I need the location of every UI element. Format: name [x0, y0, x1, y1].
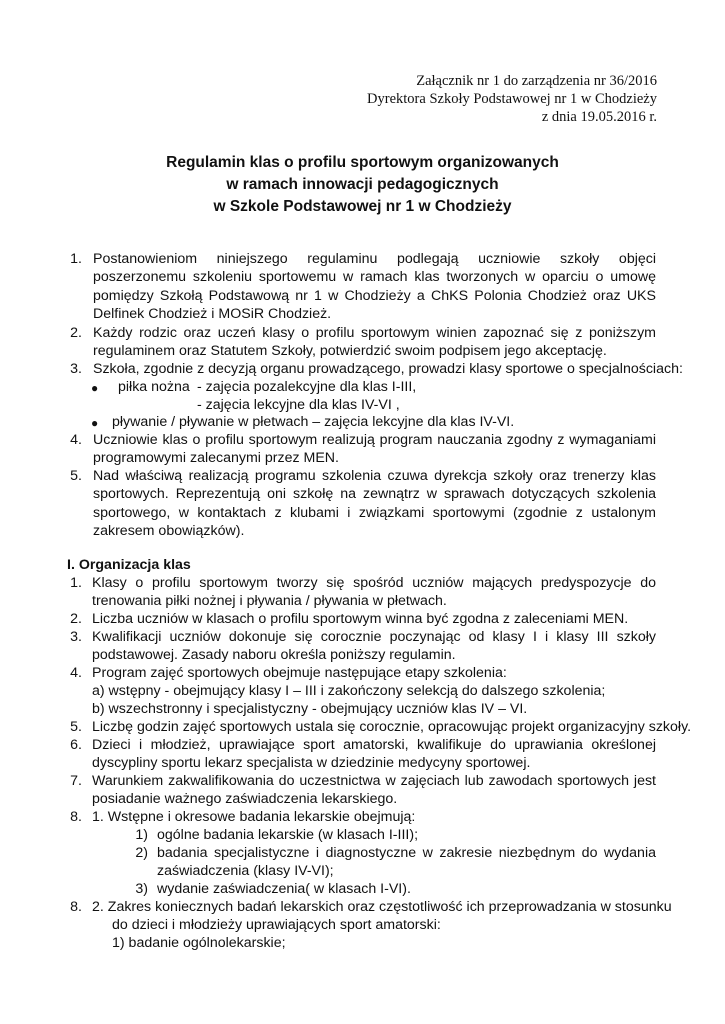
section-item-number: 1. — [70, 575, 82, 591]
section-item-number: 4. — [70, 665, 82, 681]
exam-subitem-number: 2) — [135, 845, 148, 861]
section-item-text: Liczbę godzin zajęć sportowych ustala się corocznie, opracowując projekt organizacyjny szkoły. — [92, 719, 692, 735]
stage-b: b) wszechstronny i specjalistyczny - obejmujący uczniów klas IV – VI. — [92, 701, 528, 717]
intro-item-text: Każdy rodzic oraz uczeń klasy o profilu sportowym winien zapoznać się z poniższym regulaminem oraz Statutem Szkoły, potwierdzić swoim podpisem jego akceptację. — [93, 325, 656, 360]
exam-subitem-number: 3) — [135, 881, 148, 897]
intro-item-text: Uczniowie klas o profilu sportowym realizują program nauczania zgodny z wymaganiami programowymi zalecanymi przez MEN. — [93, 432, 656, 467]
intro-item-number: 5. — [70, 468, 82, 484]
section-item-number: 8. — [70, 899, 82, 915]
exam-subitem-text: wydanie zaświadczenia( w klasach I-VI). — [157, 881, 411, 897]
intro-item-text: Nad właściwą realizacją programu szkolenia czuwa dyrekcja szkoły oraz trenerzy klas sportowych. Reprezentują oni szkołę na zewnątrz w sprawach dotyczących szkolenia sportowego, w kontaktach z klubami i związkami sportowymi (zgodnie z ustalonym zakresem obowiązków). — [93, 468, 656, 540]
bullet-icon: ● — [91, 416, 99, 430]
attachment-line-2: Dyrektora Szkoły Podstawowej nr 1 w Chodzieży — [367, 91, 657, 107]
section-item-text: Liczba uczniów w klasach o profilu sportowym winna być zgodna z zaleceniami MEN. — [92, 611, 629, 627]
intro-item-text: Szkoła, zgodnie z decyzją organu prowadzącego, prowadzi klasy sportowe o specjalnościach: — [93, 361, 683, 377]
specialty-football-detail-1: - zajęcia pozalekcyjne dla klas I-III, — [197, 379, 417, 395]
section-item-number: 7. — [70, 773, 82, 789]
stage-a: a) wstępny - obejmujący klasy I – III i zakończony selekcją do dalszego szkolenia; — [92, 683, 606, 699]
section-item-number: 5. — [70, 719, 82, 735]
title-line-1: Regulamin klas o profilu sportowym organizowanych — [166, 154, 559, 171]
section-item-text: 2. Zakres koniecznych badań lekarskich oraz częstotliwość ich przeprowadzania w stosunku — [92, 899, 672, 915]
section-item-text: Klasy o profilu sportowym tworzy się spośród uczniów mających predyspozycje do trenowania piłki nożnej i pływania / pływania w płetwach. — [92, 575, 656, 610]
attachment-note — [367, 72, 657, 126]
intro-item-number: 4. — [70, 432, 82, 448]
section-item-text: Program zajęć sportowych obejmuje następujące etapy szkolenia: — [92, 665, 507, 681]
bullet-icon: ● — [91, 381, 99, 395]
title-line-3: w Szkole Podstawowej nr 1 w Chodzieży — [213, 198, 512, 215]
section-item-text: 1. Wstępne i okresowe badania lekarskie obejmują: — [92, 809, 416, 825]
attachment-line-3: z dnia 19.05.2016 r. — [541, 109, 657, 125]
section-item-number: 3. — [70, 629, 82, 645]
section-item-number: 2. — [70, 611, 82, 627]
document-title — [0, 152, 725, 218]
section-item-text: Dzieci i młodzież, uprawiające sport amatorski, kwalifikuje do uprawiania określonej dyscypliny sportu lekarz specjalista w dziedzinie medycyny sportowej. — [92, 737, 656, 772]
intro-item-text: Postanowieniom niniejszego regulaminu podlegają uczniowie szkoły objęci poszerzonemu szkoleniu sportowemu w ramach klas tworzonych w oparciu o umowę pomiędzy Szkołą Podstawową nr 1 w Chodzieży a ChKS Polonia Chodzież oraz UKS Delfinek Chodzież i MOSiR Chodzież. — [93, 251, 656, 323]
exam-subitem-text: badania specjalistyczne i diagnostyczne w zakresie niezbędnym do wydania zaświadczenia (klasy IV-VI); — [157, 845, 656, 880]
section-item-text: Warunkiem zakwalifikowania do uczestnictwa w zajęciach lub zawodach sportowych jest posiadanie ważnego zaświadczenia lekarskiego. — [92, 773, 656, 808]
exam-subitem-text: ogólne badania lekarskie (w klasach I-III); — [157, 827, 419, 843]
specialty-swimming: pływanie / pływanie w płetwach – zajęcia lekcyjne dla klas IV-VI. — [112, 414, 515, 430]
section-item-text: Kwalifikacji uczniów dokonuje się corocznie poczynając od klasy I i klasy III szkoły podstawowej. Zasady naboru określa poniższy regulamin. — [92, 629, 656, 664]
title-line-2: w ramach innowacji pedagogicznych — [226, 176, 499, 193]
attachment-line-1: Załącznik nr 1 do zarządzenia nr 36/2016 — [416, 73, 657, 89]
exam-subitem-number: 1) — [135, 827, 148, 843]
intro-item-number: 3. — [70, 361, 82, 377]
section-item-continuation: do dzieci i młodzieży uprawiających sport amatorski: — [112, 917, 441, 933]
specialty-football-label: piłka nożna — [118, 379, 190, 395]
intro-item-number: 2. — [70, 325, 82, 341]
section-item-continuation: 1) badanie ogólnolekarskie; — [112, 935, 286, 951]
section-item-number: 8. — [70, 809, 82, 825]
section-item-number: 6. — [70, 737, 82, 753]
specialty-football-detail-2: - zajęcia lekcyjne dla klas IV-VI , — [197, 397, 400, 413]
intro-item-number: 1. — [70, 251, 82, 267]
section-heading: I. Organizacja klas — [67, 557, 191, 573]
